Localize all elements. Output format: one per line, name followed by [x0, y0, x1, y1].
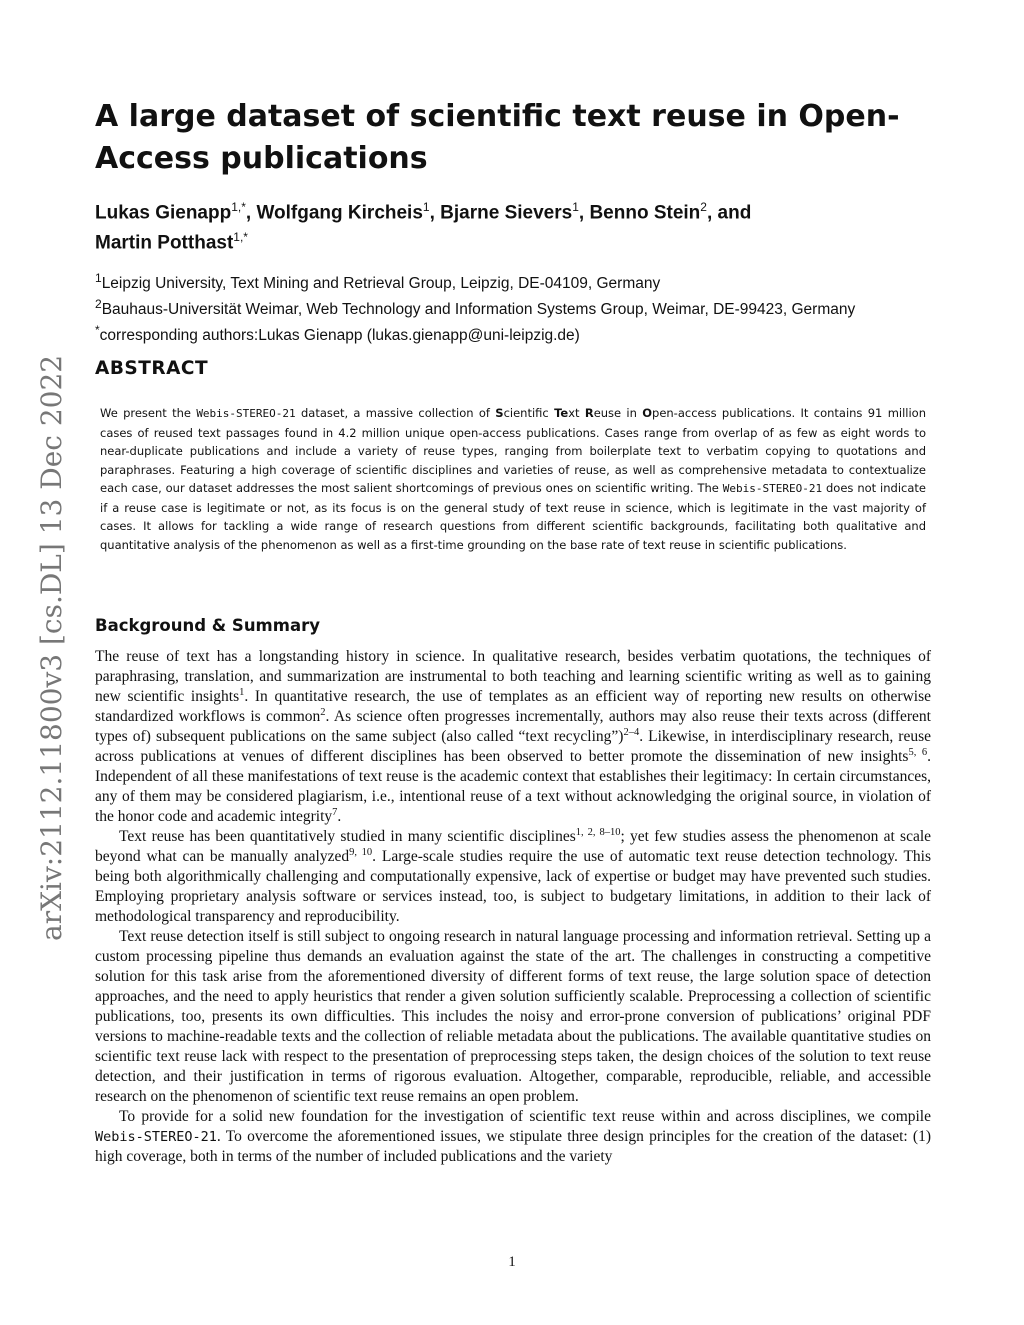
author-affiliation-mark: 1,* [231, 200, 246, 214]
paragraph-text: . As science often progresses incrementally, authors may also reuse their texts across (different types of) subsequent publications on the same subject (also called “text recycling”) [95, 708, 931, 745]
arxiv-stamp[interactable]: arXiv:2112.11800v3 [cs.DL] 13 Dec 2022 [35, 354, 68, 941]
affiliation-mark: 2 [95, 297, 102, 312]
author-separator: , and [706, 202, 752, 224]
affiliation-item [95, 268, 955, 294]
author-affiliation-mark: 1 [572, 200, 579, 214]
author-name: Bjarne Sievers [440, 202, 573, 224]
paragraph-text: . To overcome the aforementioned issues, we stipulate three design principles for the creation of the dataset: (1) high coverage, both in terms of the number of included publications and the variety [95, 1128, 931, 1165]
paragraph: Text reuse detection itself is still subject to ongoing research in natural language processing and information retrieval. Setting up a custom processing pipeline thus demands an evaluation against the state of the art. The challenges in constructing a competitive solution for this task arise from the aforementioned diversity of different forms of text reuse, the large solution space of detection approaches, and the need to apply heuristics that render a given solution sufficiently scalable. Preprocessing a collection of scientific publications, too, presents its own difficulties. This includes the noisy and error-prone conversion of publications’ original PDF versions to machine-readable texts and the collection of reliable metadata about the publications. The available quantitative studies on scientific text reuse lack with respect to the presentation of preprocessing steps taken, the design choices of the solution to text reuse detection, and their justification in terms of rigorous evaluation. Altogether, comparable, reproducible, reliable, and accessible research on the phenomenon of scientific text reuse remains an open problem. [95, 928, 931, 1105]
author-separator: , [429, 202, 441, 224]
paragraph-text: . [337, 808, 342, 825]
citation-ref[interactable]: 7 [332, 806, 338, 818]
corresponding-author-text[interactable]: corresponding authors:Lukas Gienapp (lukas.gienapp@uni-leipzig.de) [99, 327, 580, 345]
abstract-text-run: cientific [503, 406, 555, 420]
dataset-name-code: Webis-STEREO-21 [95, 1129, 217, 1145]
abstract-text-run: dataset, a massive collection of [295, 406, 496, 420]
citation-ref[interactable]: 9, 10 [349, 846, 373, 858]
citation-ref[interactable]: 5, 6 [908, 746, 928, 758]
citation-ref[interactable]: 2 [320, 706, 326, 718]
paragraph-text: ; yet few studies assess the phenomenon at scale beyond what can be manually analyzed [95, 828, 932, 865]
abstract-text-run: We present the [100, 406, 197, 420]
author-name: Wolfgang Kircheis [256, 202, 423, 224]
citation-ref[interactable]: 1 [239, 686, 245, 698]
abstract-text-run: euse in [593, 406, 643, 420]
page-number: 1 [508, 1254, 516, 1270]
affiliation-mark: 1 [95, 271, 102, 285]
author-separator: , [578, 202, 590, 224]
dataset-name-code: Webis-STEREO-21 [722, 482, 823, 495]
affiliation-item [95, 320, 955, 346]
acronym-letter: S [495, 406, 504, 420]
section-heading-background: Background & Summary [95, 616, 320, 635]
paragraph-text: . In quantitative research, the use of templates as an efficient way of reporting new results on otherwise standardized workflows is common [95, 688, 931, 725]
citation-ref[interactable]: 2–4 [623, 726, 640, 738]
paragraph [95, 827, 931, 927]
author-list [95, 195, 935, 256]
paragraph [95, 647, 931, 827]
abstract-text-run: xt [568, 406, 585, 420]
author-affiliation-mark: 2 [700, 200, 707, 214]
abstract-text [100, 404, 926, 554]
acronym-letter: Te [554, 406, 569, 420]
paragraph [95, 1107, 931, 1167]
author-affiliation-mark: 1 [422, 200, 430, 214]
acronym-letter: R [584, 406, 594, 420]
affiliation-text: Leipzig University, Text Mining and Retrieval Group, Leipzig, DE-04109, Germany [101, 275, 661, 293]
affiliation-item [95, 294, 955, 320]
affiliation-mark: * [95, 323, 100, 338]
abstract-text-run: does not indicate if a reuse case is legitimate or not, as its focus is on the general study of text reuse in science, which is legitimate in the vast majority of cases. It allows for tackling a wide range of research questions from different scientific backgrounds, facilitating both qualitative and quantitative analysis of the phenomenon as well as a first-time grounding on the base rate of text reuse in scientific publications. [100, 481, 926, 552]
dataset-name-code: Webis-STEREO-21 [196, 407, 296, 420]
paper-title: A large dataset of scientific text reuse in Open-Access publications [95, 99, 900, 176]
background-section-body [95, 647, 931, 1167]
paragraph-text: Text reuse has been quantitatively studied in many scientific disciplines [119, 828, 576, 845]
affiliation-list [95, 268, 955, 346]
acronym-letter: O [642, 406, 653, 420]
author-separator: , [245, 202, 257, 224]
citation-ref[interactable]: 1, 2, 8–10 [575, 826, 621, 838]
paragraph-text: The reuse of text has a longstanding history in science. In qualitative research, besides verbatim quotations, the techniques of paraphrasing, translation, and summarization are instrumental to both teaching and learning scientific writing as well as to gaining new scientific insights [95, 648, 931, 705]
paragraph-text: . Independent of all these manifestations of text reuse is the academic context that establishes their legitimacy: In certain circumstances, any of them may be considered plagiarism, i.e., intentional reuse of a text without acknowledging the original source, in violation of the honor code and academic integrity [95, 748, 931, 825]
affiliation-text: Bauhaus-Universität Weimar, Web Technology and Information Systems Group, Weimar, DE-99423, Germany [101, 301, 856, 319]
abstract-heading: ABSTRACT [95, 358, 209, 379]
abstract-text-run: pen-access publications. It contains 91 million cases of reused text passages found in 4.2 million unique open-access publications. Cases range from overlap of as few as eight words to near-duplicate publications and include a variety of reuse types, ranging from boilerplate text to verbatim copying to quotations and paraphrases. Featuring a high coverage of scientific disciplines and varieties of reuse, as well as comprehensive metadata to contextualize each case, our dataset addresses the most salient shortcomings of previous ones on scientific writing. The [100, 406, 926, 495]
author-affiliation-mark: 1,* [233, 230, 248, 245]
paragraph-text: . Large-scale studies require the use of automatic text reuse detection technology. This being both algorithmically challenging and computationally expensive, lack of expertise or budget may have prevented such studies. Employing proprietary analysis software or services instead, too, is subject to budgetary limitations, in addition to their lack of methodological transparency and reproducibility. [95, 848, 932, 925]
paragraph-text: To provide for a solid new foundation for the investigation of scientific text reuse within and across disciplines, we compile [119, 1108, 931, 1125]
author-name: Benno Stein [589, 202, 701, 224]
paragraph-text: . Likewise, in interdisciplinary research, reuse across publications at venues of different disciplines has been observed to better promote the dissemination of new insights [95, 728, 931, 765]
author-name: Lukas Gienapp [95, 202, 232, 224]
author-name: Martin Potthast [95, 232, 234, 254]
